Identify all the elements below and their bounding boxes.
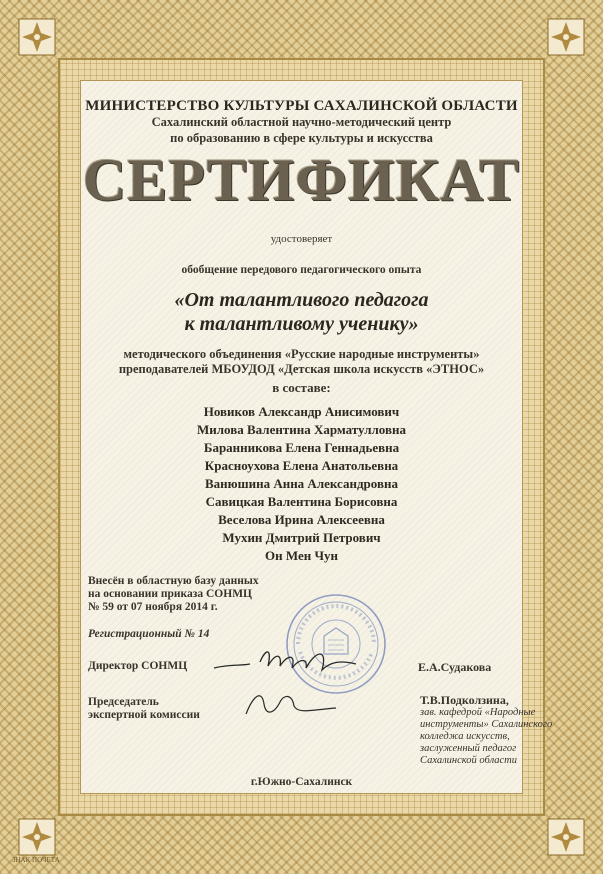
member-name: Савицкая Валентина Борисовна: [205, 494, 398, 509]
corner-ornament-icon: [18, 818, 56, 856]
member-name: Веселова Ирина Алексеевна: [218, 512, 385, 527]
chair-note-line: колледжа искусств,: [420, 731, 510, 742]
chair-note-line: заслуженный педагог: [420, 743, 517, 754]
chair-description: [420, 707, 552, 767]
chair-note-line: инструменты» Сахалинского: [420, 719, 553, 730]
member-name: Он Мен Чун: [265, 548, 338, 563]
chair-title-line1: Председатель: [88, 696, 159, 708]
generalization-text: обобщение передового педагогического опыта: [181, 264, 422, 276]
center-name-line2: по образованию в сфере культуры и искусства: [170, 131, 433, 145]
certificate-title: СЕРТИФИКАТ: [82, 147, 521, 213]
corner-ornament-icon: [18, 18, 56, 56]
database-line3: № 59 от 07 ноября 2014 г.: [88, 601, 218, 613]
city-name: г.Южно-Сахалинск: [250, 776, 353, 788]
member-name: Ванюшина Анна Александровна: [205, 476, 398, 491]
database-line2: на основании приказа СОНМЦ: [88, 588, 252, 600]
registration-number: Регистрационный № 14: [88, 628, 210, 640]
member-name: Мухин Дмитрий Петрович: [222, 530, 381, 545]
ministry-heading: МИНИСТЕРСТВО КУЛЬТУРЫ САХАЛИНСКОЙ ОБЛАСТИ: [85, 98, 518, 114]
chair-signature: [240, 684, 340, 724]
director-name: Е.А.Судакова: [418, 660, 492, 674]
experience-title-line1: «От талантливого педагога: [174, 289, 429, 311]
member-name: Милова Валентина Харматулловна: [197, 422, 406, 437]
corner-ornament-icon: [547, 818, 585, 856]
corner-ornament-icon: [547, 18, 585, 56]
experience-title-line2: к талантливому ученику»: [184, 313, 419, 335]
association-text: методического объединения «Русские народные инструменты»: [123, 347, 480, 361]
director-title: Директор СОНМЦ: [88, 660, 188, 672]
chair-name: Т.В.Подколзина,: [420, 693, 509, 707]
certifies-text: удостоверяет: [270, 233, 333, 245]
member-name: Новиков Александр Анисимович: [203, 404, 400, 419]
teachers-text: преподавателей МБОУДОД «Детская школа искусств «ЭТНОС»: [118, 362, 485, 376]
member-name: Баранникова Елена Геннадьевна: [203, 440, 400, 455]
center-name-line1: Сахалинский областной научно-методический центр: [151, 115, 452, 129]
member-name: Красноухова Елена Анатольевна: [204, 458, 399, 473]
chair-note-line: Сахалинской области: [420, 755, 518, 766]
printer-mark: ЗНАК ПОЧЕТА: [12, 856, 60, 864]
director-signature: [210, 640, 360, 680]
composition-label: в составе:: [272, 380, 331, 395]
chair-title-line2: экспертной комиссии: [88, 709, 200, 721]
database-line1: Внесён в областную базу данных: [88, 575, 259, 587]
chair-note-line: зав. кафедрой «Народные: [420, 707, 536, 718]
